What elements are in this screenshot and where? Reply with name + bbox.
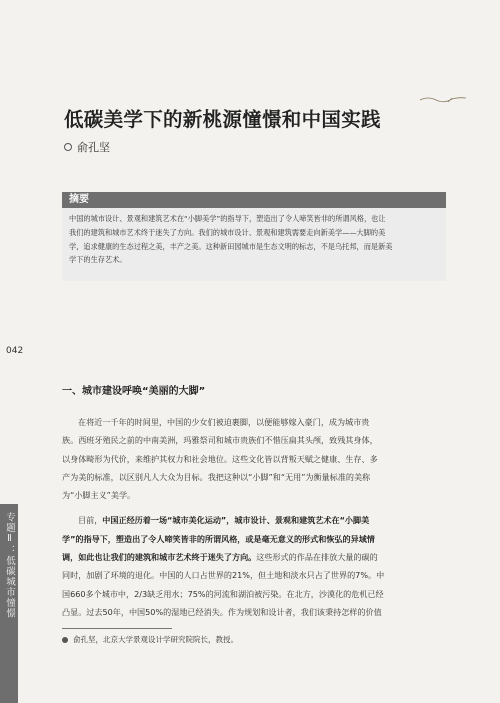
- paragraph-line: [62, 548, 452, 566]
- body-text: [62, 413, 452, 621]
- emphasis-text: 调，如此也让我们的建筑和城市艺术终于迷失了方向。: [62, 552, 257, 563]
- abstract-line: 学，追求健康的生态过程之美，丰产之美。这种新田园城市是生态文明的标志，不是乌托邦，而是新美: [69, 241, 393, 251]
- paragraph-text: 目前，: [78, 515, 103, 526]
- paragraph-line: 凸显。过去50年，中国50%的湿地已经消失。作为规划和设计者，我们该秉持怎样的价值: [62, 606, 382, 617]
- paragraph-line: 在将近一千年的时间里，中国的少女们被迫裹脚，以便能够嫁入豪门，成为城市贵: [78, 417, 370, 427]
- footnote-text: 俞孔坚，北京大学景观设计学研究院院长，教授。: [73, 635, 238, 644]
- paragraph-line: 以身体畸形为代价，来维护其权力和社会地位。这些文化皆以背叛天赋之健康、生存、多: [62, 453, 378, 464]
- footnote-bullet-icon: [62, 637, 68, 643]
- emphasis-line: 学”的指导下，塑造出了令人啼笑皆非的所谓风格，或是毫无意义的形式和恢弘的异域情: [62, 533, 375, 544]
- abstract-line: 中国的城市设计、景观和建筑艺术在“小脚美学”的指导下，塑造出了令人啼笑皆非的所谓风格，也让: [69, 214, 386, 223]
- section-heading: 一、城市建设呼唤“美丽的大脚”: [62, 386, 206, 397]
- paragraph-gap: [62, 504, 452, 511]
- abstract-header: 摘要: [62, 192, 446, 208]
- article-title: 低碳美学下的新桃源憧憬和中国实践: [64, 108, 381, 131]
- paragraph-line: 国660多个城市中，2/3缺乏用水；75%的河流和湖泊被污染。在北方，沙漠化的危机已经: [62, 588, 384, 599]
- abstract-line: 学下的生存艺术。: [69, 255, 127, 265]
- pen-mark-decoration: [418, 92, 468, 106]
- paragraph-line: [62, 511, 452, 529]
- footnote: [62, 634, 238, 645]
- abstract-text: [62, 208, 446, 267]
- author-line: [64, 139, 110, 155]
- abstract-line: 我们的建筑和城市艺术终于迷失了方向。我们的城市设计、景观和建筑需要走向新美学——大脚的美: [69, 227, 386, 237]
- paragraph-line: 族。西班牙殖民之前的中南美洲，玛雅祭司和城市贵族们不惜压扁其头颅，致残其身体，: [62, 435, 378, 446]
- author-name: 俞孔坚: [77, 141, 110, 154]
- side-tab-label: 专题Ⅱ：低碳城市憧憬: [4, 512, 15, 619]
- paragraph-line: 同时，加剧了环境的退化。中国的人口占世界的21%，但土地和淡水只占了世界的7%。中: [62, 570, 385, 581]
- paragraph-text: 这些形式的作品在排放大量的碳的: [256, 552, 378, 563]
- paragraph-line: 为“小脚主义”美学。: [62, 490, 136, 501]
- abstract-box: [62, 192, 446, 281]
- emphasis-text: 中国正经历着一场“城市美化运动”，城市设计、景观和建筑艺术在“小脚美: [102, 515, 370, 526]
- footnote-divider: [62, 628, 172, 629]
- paragraph-line: 产为美的标准，以区别凡人大众为目标。我把这种以“小脚”和“无用”为衡量标准的美称: [62, 471, 371, 482]
- page-number: 042: [6, 346, 24, 356]
- author-bullet-icon: [64, 143, 72, 151]
